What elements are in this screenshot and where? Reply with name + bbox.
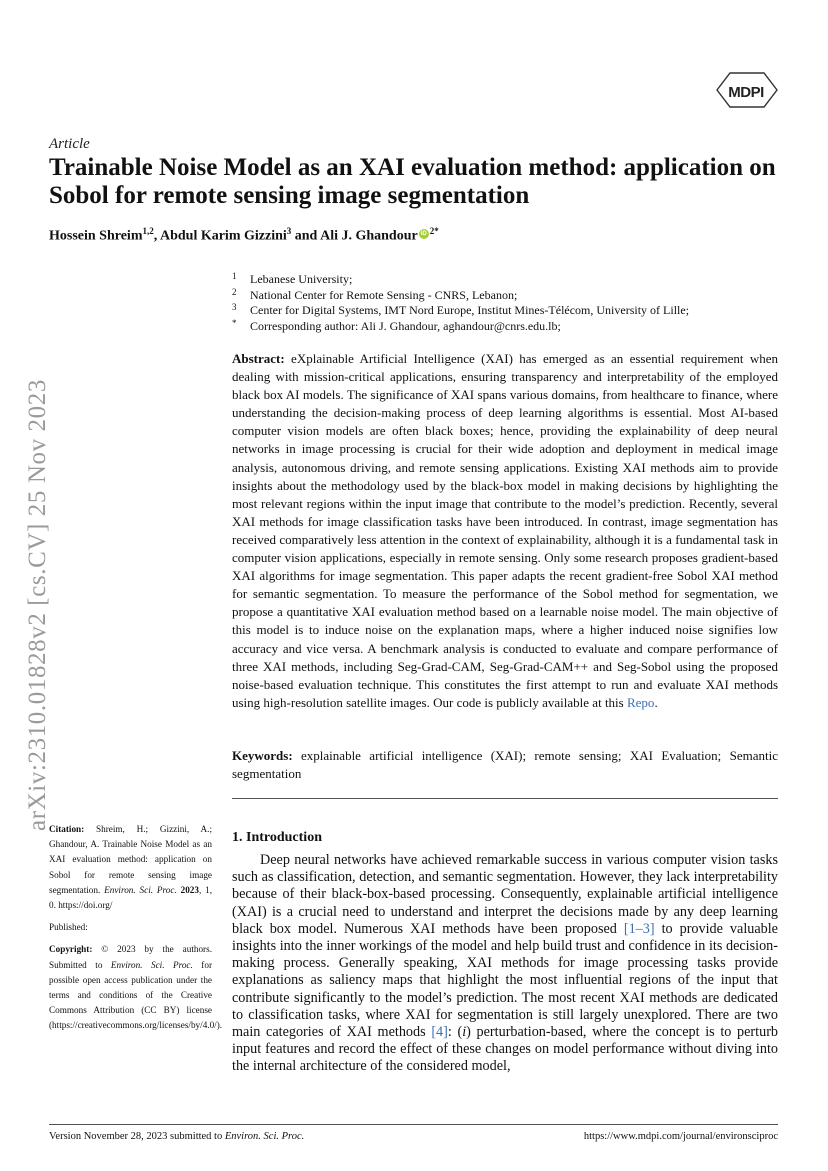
citation-year: 2023: [180, 884, 199, 895]
paper-title: Trainable Noise Model as an XAI evaluation method: application on Sobol for remote sensing image segmentation: [49, 154, 776, 209]
affiliation-text: National Center for Remote Sensing - CNRS, Lebanon;: [250, 287, 518, 302]
section-divider: [232, 798, 778, 799]
enum-label: i: [462, 1024, 467, 1041]
affiliation-mark: 3: [232, 302, 237, 312]
author-affiliation-mark: 2*: [429, 226, 439, 236]
intro-text: ) perturbation-based, where the concept is to perturb input features and record the effect of these changes on model performance without diving into the internal architecture of the considered model,: [232, 1024, 779, 1075]
article-type: Article: [49, 136, 90, 152]
copyright-journal: Environ. Sci. Proc.: [110, 959, 193, 970]
citation-link[interactable]: [1–3]: [623, 920, 655, 937]
footer-version-text: Version November 28, 2023 submitted to: [49, 1131, 225, 1142]
keywords-label: Keywords:: [232, 748, 293, 763]
author-list: [49, 226, 439, 245]
abstract: [232, 350, 778, 712]
affiliation-text: Lebanese University;: [250, 272, 353, 286]
citation-block: [49, 822, 212, 913]
abstract-end: .: [654, 694, 658, 710]
copyright-label: Copyright:: [49, 944, 93, 955]
affiliation-item: [232, 288, 792, 304]
copyright-text: © 2023 by the authors. Submitted to: [49, 944, 212, 970]
footer-journal-url[interactable]: https://www.mdpi.com/journal/environsciproc: [583, 1131, 778, 1142]
affiliations: [232, 272, 792, 334]
published-label: Published:: [49, 922, 88, 933]
section-heading-introduction: 1. Introduction: [232, 830, 322, 845]
copyright-text: for possible open access publication under the terms and conditions of the Creative Commons Attribution (CC BY) license (https://creativecommons.org/licenses/by/4.0/).: [49, 959, 223, 1031]
footer-version: [49, 1131, 304, 1142]
affiliation-item: [232, 272, 792, 288]
abstract-label: Abstract:: [232, 351, 285, 366]
affiliation-text: Corresponding author: Ali J. Ghandour, aghandour@cnrs.edu.lb;: [250, 318, 561, 333]
affiliation-mark: 2: [232, 286, 237, 297]
abstract-text: eXplainable Artificial Intelligence (XAI) has emerged as an essential requirement when dealing with mission-critical applications, ensuring transparency and interpretability of the employed black box AI models. The significance of XAI spans various domains, from healthcare to finance, where understanding the decision-making process of deep learning algorithms is essential. Most AI-based computer vision models are often black boxes; hence, providing the explainability of deep neural networks in image processing is crucial for their wide adoption and deployment in medical image analysis, autonomous driving, and remote sensing applications. Existing XAI methods aim to provide insights about the methodology used by the black-box model in making decisions by highlighting the most relevant regions within the input image that contribute to the model’s prediction. Recently, several XAI methods for image classification tasks have been introduced. In contrast, image segmentation has received comparatively less attention in the context of explainability, although it is a fundamental task in computer vision applications, especially in remote sensing. Only some research proposes gradient-based XAI algorithms for image segmentation. This paper adapts the recent gradient-free Sobol XAI method for semantic segmentation. To measure the performance of the Sobol method for segmentation, we propose a quantitative XAI evaluation method based on a learnable noise model. The main objective of this model is to induce noise on the explanation maps, where a higher induced noise signifies low accuracy and vice versa. A benchmark analysis is conducted to evaluate and compare performance of three XAI methods, including Seg-Grad-CAM, Seg-Grad-CAM++ and Seg-Sobol using the proposed noise-based evaluation technique. This constitutes the first attempt to run and evaluate XAI methods using high-resolution satellite images. Our code is publicly available at this: [232, 351, 778, 710]
author-separator: and: [291, 228, 321, 244]
author-name: Hossein Shreim: [49, 228, 143, 244]
citation-link[interactable]: [4]: [431, 1024, 448, 1041]
footer-journal: Environ. Sci. Proc.: [224, 1131, 305, 1142]
intro-text: Deep neural networks have achieved remarkable success in various computer vision tasks such as classification, detection, and semantic segmentation. However, they lack interpretability because of their black-box-based processing. Consequently, explainable artificial intelligence (XAI) is a crucial need to understand and interpret the decisions made by any deep learning black box model. Numerous XAI methods have been proposed: [232, 852, 778, 937]
citation-journal: Environ. Sci. Proc.: [104, 884, 177, 895]
citation-label: Citation:: [49, 824, 85, 834]
published-block: [49, 920, 212, 935]
repo-link[interactable]: Repo: [626, 694, 655, 710]
affiliation-mark: *: [232, 317, 237, 328]
footer-divider: [49, 1124, 778, 1125]
mdpi-logo: [716, 72, 778, 108]
keywords-text: explainable artificial intelligence (XAI); remote sensing; XAI Evaluation; Semantic segmentation: [232, 748, 778, 782]
citation-sidebar: [49, 822, 223, 1041]
author-name: Ali J. Ghandour: [320, 228, 418, 244]
author-separator: ,: [153, 228, 160, 244]
copyright-block: [49, 942, 223, 1033]
affiliation-item: [232, 319, 792, 335]
affiliation-text: Center for Digital Systems, IMT Nord Europe, Institut Mines-Télécom, University of Lille;: [250, 303, 690, 317]
affiliation-item: [232, 303, 792, 319]
citation-text: Shreim, H.; Gizzini, A.; Ghandour, A. Trainable Noise Model as an XAI evaluation method: application on Sobol for remote sensing image segmentation.: [49, 824, 212, 895]
intro-text: : (: [447, 1024, 463, 1041]
intro-text: to provide valuable insights into the inner workings of the model and help build trust and confidence in its decision-making process. Generally speaking, XAI methods for image processing tasks provide explanations as saliency maps that highlight the most influential regions of the input that contribute significantly to the model’s prediction. The most recent XAI methods are dedicated to classification tasks, where XAI for segmentation is still largely unexplored. There are two main categories of XAI methods: [232, 920, 778, 1041]
arxiv-watermark: [0, 360, 78, 850]
author-affiliation-mark: 1,2: [142, 226, 154, 236]
author-name: Abdul Karim Gizzini: [159, 228, 287, 244]
orcid-icon[interactable]: iD: [420, 230, 427, 237]
affiliation-mark: 1: [232, 271, 237, 281]
citation-rest: , 1, 0. https://doi.org/: [49, 884, 213, 911]
introduction-paragraph: [232, 852, 778, 1076]
author-affiliation-mark: 3: [286, 226, 292, 236]
arxiv-identifier: arXiv:2310.01828v2 [cs.CV] 25 Nov 2023: [24, 379, 51, 831]
keywords: [232, 747, 778, 783]
mdpi-logo-text: MDPI: [728, 84, 764, 101]
